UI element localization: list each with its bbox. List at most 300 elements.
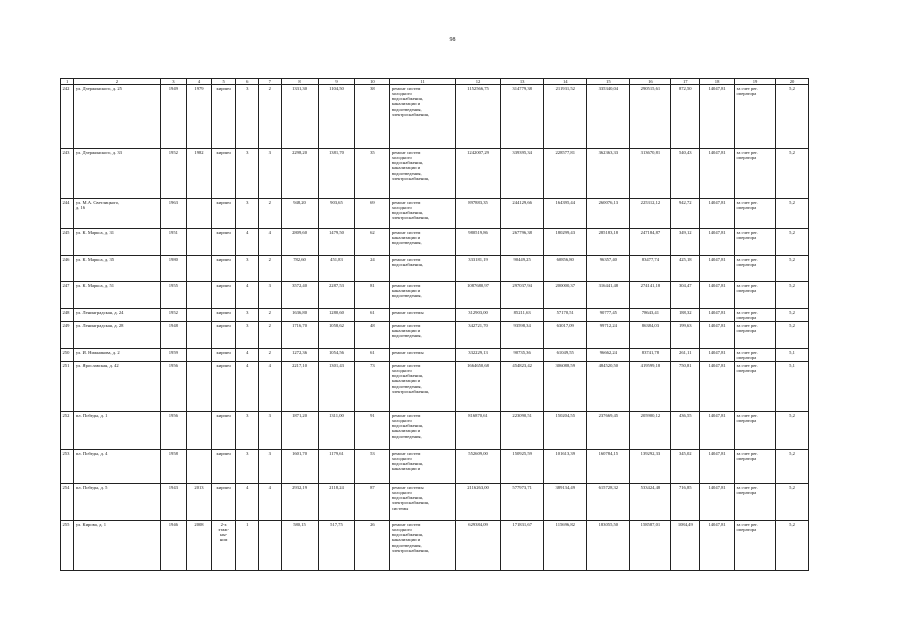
table-cell-c18: 14047,81 xyxy=(700,85,735,149)
table-cell-c19: за счет рег. оператора xyxy=(735,85,776,149)
table-cell-work: ремонт систем холодного водоснабжения, канализации и xyxy=(390,450,456,484)
table-cell-y1: 1959 xyxy=(160,349,187,362)
table-cell-a2: 451,83 xyxy=(318,256,355,282)
table-cell-c14: 389134,49 xyxy=(544,484,587,521)
table-cell-fl: 3 xyxy=(236,412,259,450)
table-cell-c17: 199,63 xyxy=(671,322,700,349)
table-cell-c16: 86384,03 xyxy=(630,322,671,349)
table-cell-y1: 1963 xyxy=(160,199,187,229)
table-cell-c14: 61049,55 xyxy=(544,349,587,362)
table-cell-c16: 274141,18 xyxy=(630,282,671,309)
table-cell-c16: 313670,81 xyxy=(630,149,671,199)
table-cell-a1: 1636,80 xyxy=(281,309,318,322)
table-cell-y1: 1952 xyxy=(160,149,187,199)
table-cell-c15: 160784,15 xyxy=(587,450,630,484)
table-cell-c16: 139292,33 xyxy=(630,450,671,484)
table-cell-c16: 290515,61 xyxy=(630,85,671,149)
table-cell-ent: 2 xyxy=(259,322,282,349)
table-cell-work: ремонт системы xyxy=(390,309,456,322)
table-cell-c14: 228577,81 xyxy=(544,149,587,199)
table-cell-c12: 629384,09 xyxy=(455,521,500,571)
table-cell-a2: 1058,62 xyxy=(318,322,355,349)
table-cell-c19: за счет рег. оператора xyxy=(735,521,776,571)
table-cell-c18: 14047,81 xyxy=(700,521,735,571)
table-cell-ent: 2 xyxy=(259,85,282,149)
table-cell-c15: 316441,48 xyxy=(587,282,630,309)
table-cell-a2: 1311,00 xyxy=(318,412,355,450)
table-cell-mat: кирпич xyxy=(211,362,236,412)
table-cell-res: 53 xyxy=(355,450,390,484)
table-cell-addr: ул. Ленинградская, д. 28 xyxy=(74,322,160,349)
table-cell-c18: 14047,81 xyxy=(700,149,735,199)
table-cell-num: 242 xyxy=(61,85,74,149)
table-cell-c17: 1084,49 xyxy=(671,521,700,571)
table-cell-c19: за счет рег. оператора xyxy=(735,349,776,362)
table-cell-res: 69 xyxy=(355,199,390,229)
table-cell-c20: 5,2 xyxy=(776,282,809,309)
table-cell-y1: 1952 xyxy=(160,309,187,322)
table-cell-work: ремонт систем водоснабжения, xyxy=(390,256,456,282)
table-cell-c15: 96357,40 xyxy=(587,256,630,282)
table-cell-a2: 1104,50 xyxy=(318,85,355,149)
table-cell-c16: 205900,12 xyxy=(630,412,671,450)
column-header: 18 xyxy=(700,79,735,85)
column-header: 16 xyxy=(630,79,671,85)
table-cell-a2: 1179,61 xyxy=(318,450,355,484)
table-cell-c14: 63017,09 xyxy=(544,322,587,349)
table-cell-c15: 484520,50 xyxy=(587,362,630,412)
table-row xyxy=(61,282,809,309)
table-cell-res: 81 xyxy=(355,282,390,309)
table-row xyxy=(61,256,809,282)
table-cell-res: 91 xyxy=(355,412,390,450)
table-cell-y1: 1949 xyxy=(160,85,187,149)
table-cell-num: 249 xyxy=(61,322,74,349)
table-cell-c15: 615728,32 xyxy=(587,484,630,521)
table-cell-c16: 247184,87 xyxy=(630,229,671,256)
table-cell-c18: 14047,81 xyxy=(700,229,735,256)
table-cell-ent: 2 xyxy=(259,256,282,282)
table-cell-a1: 948,20 xyxy=(281,199,318,229)
table-cell-c20: 5,2 xyxy=(776,322,809,349)
table-cell-res: 35 xyxy=(355,149,390,199)
table-cell-c17: 349,12 xyxy=(671,229,700,256)
table-cell-c13: 297037,94 xyxy=(501,282,544,309)
table-cell-num: 248 xyxy=(61,309,74,322)
table-cell-c17: 345,02 xyxy=(671,450,700,484)
table-cell-c20: 5,2 xyxy=(776,521,809,571)
table-cell-c12: 552609,00 xyxy=(455,450,500,484)
table-cell-work: ремонт систем холодного водоснабжения, канализации и водоотведения, xyxy=(390,412,456,450)
table-cell-c18: 14047,81 xyxy=(700,362,735,412)
table-cell-addr: пл. Победы, д. 1 xyxy=(74,412,160,450)
table-cell-res: 24 xyxy=(355,256,390,282)
table-cell-c15: 335340,04 xyxy=(587,85,630,149)
table-cell-c14: 150204,55 xyxy=(544,412,587,450)
table-cell-ent: 2 xyxy=(259,199,282,229)
table-cell-c12: 897883,35 xyxy=(455,199,500,229)
table-cell-res: 61 xyxy=(355,309,390,322)
table-row xyxy=(61,412,809,450)
column-header: 3 xyxy=(160,79,187,85)
table-cell-c13: 314779,38 xyxy=(501,85,544,149)
table-cell-y1: 1946 xyxy=(160,521,187,571)
table-cell-a1: 3572,40 xyxy=(281,282,318,309)
column-header: 6 xyxy=(236,79,259,85)
table-cell-c17: 872,50 xyxy=(671,85,700,149)
table-cell-y2 xyxy=(187,450,212,484)
table-row xyxy=(61,85,809,149)
table-cell-y2: 2008 xyxy=(187,521,212,571)
table-cell-c14: 115696,82 xyxy=(544,521,587,571)
table-cell-ent: 4 xyxy=(259,484,282,521)
table-cell-c12: 980519,86 xyxy=(455,229,500,256)
column-header: 7 xyxy=(259,79,282,85)
table-cell-num: 252 xyxy=(61,412,74,450)
table-cell-c20: 5,1 xyxy=(776,349,809,362)
table-cell-c19: за счет рег. оператора xyxy=(735,149,776,199)
table-cell-c16: 419599,18 xyxy=(630,362,671,412)
table-cell-c18: 14047,81 xyxy=(700,484,735,521)
table-cell-res: 87 xyxy=(355,484,390,521)
table-cell-a1: 1272,36 xyxy=(281,349,318,362)
table-cell-work: ремонт систем канализации и водоотведения, xyxy=(390,229,456,256)
table-cell-work: ремонт систем холодного водоснабжения, канализации и водоотведения, электроснабжения, xyxy=(390,362,456,412)
table-cell-fl: 3 xyxy=(236,322,259,349)
table-cell-c13: 454823,42 xyxy=(501,362,544,412)
table-cell-num: 250 xyxy=(61,349,74,362)
table-cell-y2 xyxy=(187,256,212,282)
table-cell-c14: 306088,59 xyxy=(544,362,587,412)
table-cell-c18: 14047,81 xyxy=(700,412,735,450)
table-cell-c19: за счет рег. оператора xyxy=(735,450,776,484)
table-cell-y2: 2013 xyxy=(187,484,212,521)
table-cell-work: ремонт системы холодного водоснабжения, электроснабжения, системы xyxy=(390,484,456,521)
table-cell-y2 xyxy=(187,229,212,256)
table-cell-a1: 2932,19 xyxy=(281,484,318,521)
table-cell-c13: 339395,34 xyxy=(501,149,544,199)
table-cell-a2: 1479,50 xyxy=(318,229,355,256)
table-cell-c12: 332229,13 xyxy=(455,349,500,362)
table-cell-a1: 1871,20 xyxy=(281,412,318,450)
table-cell-c17: 188,32 xyxy=(671,309,700,322)
table-cell-work: ремонт систем холодного водоснабжения, канализации и водоотведения, электроснабжения, xyxy=(390,149,456,199)
table-cell-num: 246 xyxy=(61,256,74,282)
table-cell-ent: 3 xyxy=(259,282,282,309)
table-cell-c19: за счет рег. оператора xyxy=(735,484,776,521)
table-row xyxy=(61,322,809,349)
table-cell-mat: кирпич xyxy=(211,149,236,199)
table-cell-y2 xyxy=(187,349,212,362)
table-cell-work: ремонт систем канализации и водоотведения, xyxy=(390,322,456,349)
table-cell-c15: 285183,18 xyxy=(587,229,630,256)
column-header: 9 xyxy=(318,79,355,85)
table-cell-c14: 180299,43 xyxy=(544,229,587,256)
table-cell-c14: 101613,39 xyxy=(544,450,587,484)
table-cell-a2: 1280,60 xyxy=(318,309,355,322)
table-cell-a2: 2287,53 xyxy=(318,282,355,309)
table-cell-fl: 3 xyxy=(236,256,259,282)
data-table xyxy=(60,78,809,571)
column-header: 11 xyxy=(390,79,456,85)
table-cell-addr: ул. М.А. Светлицкого, д. 16 xyxy=(74,199,160,229)
table-cell-c19: за счет рег. оператора xyxy=(735,412,776,450)
table-body xyxy=(61,85,809,571)
table-cell-work: ремонт систем холодного водоснабжения, канализации и водоотведения, электроснабжения, xyxy=(390,85,456,149)
table-cell-c17: 261,11 xyxy=(671,349,700,362)
table-cell-a1: 580,15 xyxy=(281,521,318,571)
table-cell-a2: 1301,43 xyxy=(318,362,355,412)
table-cell-fl: 4 xyxy=(236,229,259,256)
table-cell-mat: кирпич xyxy=(211,322,236,349)
table-cell-y2 xyxy=(187,322,212,349)
table-cell-num: 244 xyxy=(61,199,74,229)
table-cell-fl: 3 xyxy=(236,199,259,229)
table-cell-mat: кирпич xyxy=(211,282,236,309)
table-cell-c20: 5,2 xyxy=(776,149,809,199)
table-cell-fl: 3 xyxy=(236,85,259,149)
table-cell-fl: 4 xyxy=(236,349,259,362)
table-cell-c19: за счет рег. оператора xyxy=(735,309,776,322)
table-cell-a2: 1381,70 xyxy=(318,149,355,199)
table-cell-c15: 99712,24 xyxy=(587,322,630,349)
table-row xyxy=(61,521,809,571)
table-cell-c12: 1664650,68 xyxy=(455,362,500,412)
table-cell-y2 xyxy=(187,309,212,322)
table-cell-c14: 200000,37 xyxy=(544,282,587,309)
table-cell-addr: пл. Победы, д. 4 xyxy=(74,450,160,484)
table-row xyxy=(61,309,809,322)
table-cell-y2 xyxy=(187,412,212,450)
table-cell-c15: 90777,45 xyxy=(587,309,630,322)
table-cell-c18: 14047,81 xyxy=(700,256,735,282)
table-cell-fl: 4 xyxy=(236,362,259,412)
table-cell-fl: 3 xyxy=(236,149,259,199)
table-cell-a2: 517,75 xyxy=(318,521,355,571)
table-cell-c17: 304,47 xyxy=(671,282,700,309)
table-cell-y1: 1958 xyxy=(160,450,187,484)
table-cell-mat: кирпич xyxy=(211,309,236,322)
table-cell-ent: 3 xyxy=(259,149,282,199)
table-cell-c13: 577973,71 xyxy=(501,484,544,521)
table-cell-mat: кирпич xyxy=(211,450,236,484)
column-header: 10 xyxy=(355,79,390,85)
table-cell-c14: 57170,51 xyxy=(544,309,587,322)
table-cell-c12: 312903,00 xyxy=(455,309,500,322)
column-header: 2 xyxy=(74,79,160,85)
table-cell-c16: 533424,48 xyxy=(630,484,671,521)
table-cell-c18: 14047,81 xyxy=(700,282,735,309)
table-cell-addr: ул. К. Маркса, д. 35 xyxy=(74,256,160,282)
table-cell-c18: 14047,81 xyxy=(700,309,735,322)
table-cell-ent: 4 xyxy=(259,229,282,256)
table-cell-fl: 1 xyxy=(236,521,259,571)
table-cell-y1: 1980 xyxy=(160,256,187,282)
table-cell-c13: 93598,34 xyxy=(501,322,544,349)
table-cell-res: 48 xyxy=(355,322,390,349)
table-cell-num: 247 xyxy=(61,282,74,309)
table-row xyxy=(61,450,809,484)
table-cell-ent: 3 xyxy=(259,450,282,484)
table-cell-c13: 171831,67 xyxy=(501,521,544,571)
table-cell-res: 26 xyxy=(355,521,390,571)
page-number: 98 xyxy=(449,37,456,43)
table-cell-work: ремонт систем холодного водоснабжения, канализации и водоотведения, электроснабжения, xyxy=(390,521,456,571)
table-cell-a2: 1054,56 xyxy=(318,349,355,362)
table-cell-y1: 1955 xyxy=(160,282,187,309)
table-cell-c19: за счет рег. оператора xyxy=(735,362,776,412)
table-cell-addr: ул. К. Маркса, д. 51 xyxy=(74,282,160,309)
table-cell-res: 62 xyxy=(355,229,390,256)
table-cell-c20: 5,2 xyxy=(776,256,809,282)
column-header: 19 xyxy=(735,79,776,85)
table-cell-addr: ул. Кирова, д. 1 xyxy=(74,521,160,571)
table-cell-mat: кирпич xyxy=(211,349,236,362)
column-header: 13 xyxy=(501,79,544,85)
table-cell-ent: 3 xyxy=(259,412,282,450)
table-cell-c14: 164395,44 xyxy=(544,199,587,229)
table-cell-ent xyxy=(259,521,282,571)
table-cell-num: 245 xyxy=(61,229,74,256)
table-cell-c13: 267796,38 xyxy=(501,229,544,256)
table-cell-c12: 333181,19 xyxy=(455,256,500,282)
table-cell-c20: 5,2 xyxy=(776,85,809,149)
table-row xyxy=(61,229,809,256)
table-cell-addr: ул. Дзержинского, д. 25 xyxy=(74,85,160,149)
table-cell-c19: за счет рег. оператора xyxy=(735,229,776,256)
table-cell-c12: 816870,61 xyxy=(455,412,500,450)
table-cell-c12: 2116263,00 xyxy=(455,484,500,521)
table-cell-mat: 2-х этаж- ны- ном xyxy=(211,521,236,571)
column-header: 15 xyxy=(587,79,630,85)
table-cell-num: 253 xyxy=(61,450,74,484)
table-cell-mat: кирпич xyxy=(211,256,236,282)
column-header: 8 xyxy=(281,79,318,85)
table-cell-ent: 2 xyxy=(259,349,282,362)
table-cell-c16: 225312,12 xyxy=(630,199,671,229)
table-cell-mat: кирпич xyxy=(211,85,236,149)
table-cell-mat: кирпич xyxy=(211,412,236,450)
table-cell-y2: 1982 xyxy=(187,149,212,199)
table-cell-fl: 3 xyxy=(236,450,259,484)
table-row xyxy=(61,484,809,521)
table-cell-y1: 1951 xyxy=(160,229,187,256)
table-row xyxy=(61,199,809,229)
table-cell-mat: кирпич xyxy=(211,229,236,256)
table-cell-c13: 90735,36 xyxy=(501,349,544,362)
table-cell-c17: 436,55 xyxy=(671,412,700,450)
table-cell-c12: 1087680,97 xyxy=(455,282,500,309)
table-cell-c15: 96662,24 xyxy=(587,349,630,362)
table-cell-a1: 1716,70 xyxy=(281,322,318,349)
table-cell-work: ремонт систем канализации и водоотведения, xyxy=(390,282,456,309)
table-cell-c13: 85211,63 xyxy=(501,309,544,322)
table-cell-a1: 2217,10 xyxy=(281,362,318,412)
table-cell-mat: кирпич xyxy=(211,484,236,521)
column-header: 17 xyxy=(671,79,700,85)
table-cell-ent: 2 xyxy=(259,309,282,322)
table-cell-work: ремонт системы xyxy=(390,349,456,362)
table-cell-c20: 5,2 xyxy=(776,199,809,229)
table-cell-c17: 716,85 xyxy=(671,484,700,521)
column-header: 20 xyxy=(776,79,809,85)
table-cell-c18: 14047,81 xyxy=(700,199,735,229)
table-cell-num: 243 xyxy=(61,149,74,199)
table-cell-c13: 223090,51 xyxy=(501,412,544,450)
table-cell-res: 61 xyxy=(355,349,390,362)
table-cell-c17: 425,18 xyxy=(671,256,700,282)
table-cell-c18: 14047,81 xyxy=(700,450,735,484)
table-row xyxy=(61,362,809,412)
table-cell-c19: за счет рег. оператора xyxy=(735,256,776,282)
table-cell-c15: 260076,13 xyxy=(587,199,630,229)
table-cell-res: 73 xyxy=(355,362,390,412)
table-cell-c12: 1242007,29 xyxy=(455,149,500,199)
table-cell-fl: 4 xyxy=(236,282,259,309)
table-cell-a1: 1331,30 xyxy=(281,85,318,149)
table-cell-fl: 4 xyxy=(236,484,259,521)
table-cell-c14: 211931,52 xyxy=(544,85,587,149)
table-cell-ent: 4 xyxy=(259,362,282,412)
table-cell-c18: 14047,81 xyxy=(700,349,735,362)
table-cell-c19: за счет рег. оператора xyxy=(735,282,776,309)
table-cell-c18: 14047,81 xyxy=(700,322,735,349)
table-cell-c15: 362363,33 xyxy=(587,149,630,199)
table-cell-a2: 2118,24 xyxy=(318,484,355,521)
table-cell-a1: 2809,60 xyxy=(281,229,318,256)
table-cell-c20: 5,2 xyxy=(776,450,809,484)
table-cell-c16: 78643,41 xyxy=(630,309,671,322)
table-cell-c13: 150925,59 xyxy=(501,450,544,484)
column-header: 14 xyxy=(544,79,587,85)
column-header: 5 xyxy=(211,79,236,85)
table-cell-c14: 60856,80 xyxy=(544,256,587,282)
table-cell-addr: ул. И. Нижникова, д. 2 xyxy=(74,349,160,362)
table-cell-a2: 903,65 xyxy=(318,199,355,229)
table-cell-addr: ул. К. Маркса, д. 31 xyxy=(74,229,160,256)
table-row xyxy=(61,349,809,362)
table-cell-c20: 5,2 xyxy=(776,412,809,450)
table-cell-a1: 2298,20 xyxy=(281,149,318,199)
table-cell-c20: 5,2 xyxy=(776,484,809,521)
table-cell-a1: 1601,70 xyxy=(281,450,318,484)
table-cell-num: 254 xyxy=(61,484,74,521)
table-cell-addr: ул. Ярославская, д. 42 xyxy=(74,362,160,412)
table-cell-mat: кирпич xyxy=(211,199,236,229)
table-cell-c19: за счет рег. оператора xyxy=(735,199,776,229)
table-cell-c20: 5,2 xyxy=(776,309,809,322)
table-cell-c12: 342721,70 xyxy=(455,322,500,349)
table-cell-c20: 5,2 xyxy=(776,229,809,256)
column-header: 12 xyxy=(455,79,500,85)
table-cell-c16: 158587,01 xyxy=(630,521,671,571)
table-cell-addr: ул. Дзержинского, д. 33 xyxy=(74,149,160,199)
table-cell-num: 251 xyxy=(61,362,74,412)
table-cell-c12: 1152566,75 xyxy=(455,85,500,149)
table-cell-work: ремонт систем холодного водоснабжения, электроснабжения, xyxy=(390,199,456,229)
table-cell-c19: за счет рег. оператора xyxy=(735,322,776,349)
table-cell-res: 38 xyxy=(355,85,390,149)
table-cell-num: 255 xyxy=(61,521,74,571)
column-header: 4 xyxy=(187,79,212,85)
column-header: 1 xyxy=(61,79,74,85)
table-cell-a1: 782,60 xyxy=(281,256,318,282)
table-cell-c15: 183055,50 xyxy=(587,521,630,571)
table-cell-c20: 5,1 xyxy=(776,362,809,412)
table-cell-c17: 540,43 xyxy=(671,149,700,199)
table-cell-y1: 1956 xyxy=(160,412,187,450)
table-cell-addr: пл. Победы, д. 5 xyxy=(74,484,160,521)
